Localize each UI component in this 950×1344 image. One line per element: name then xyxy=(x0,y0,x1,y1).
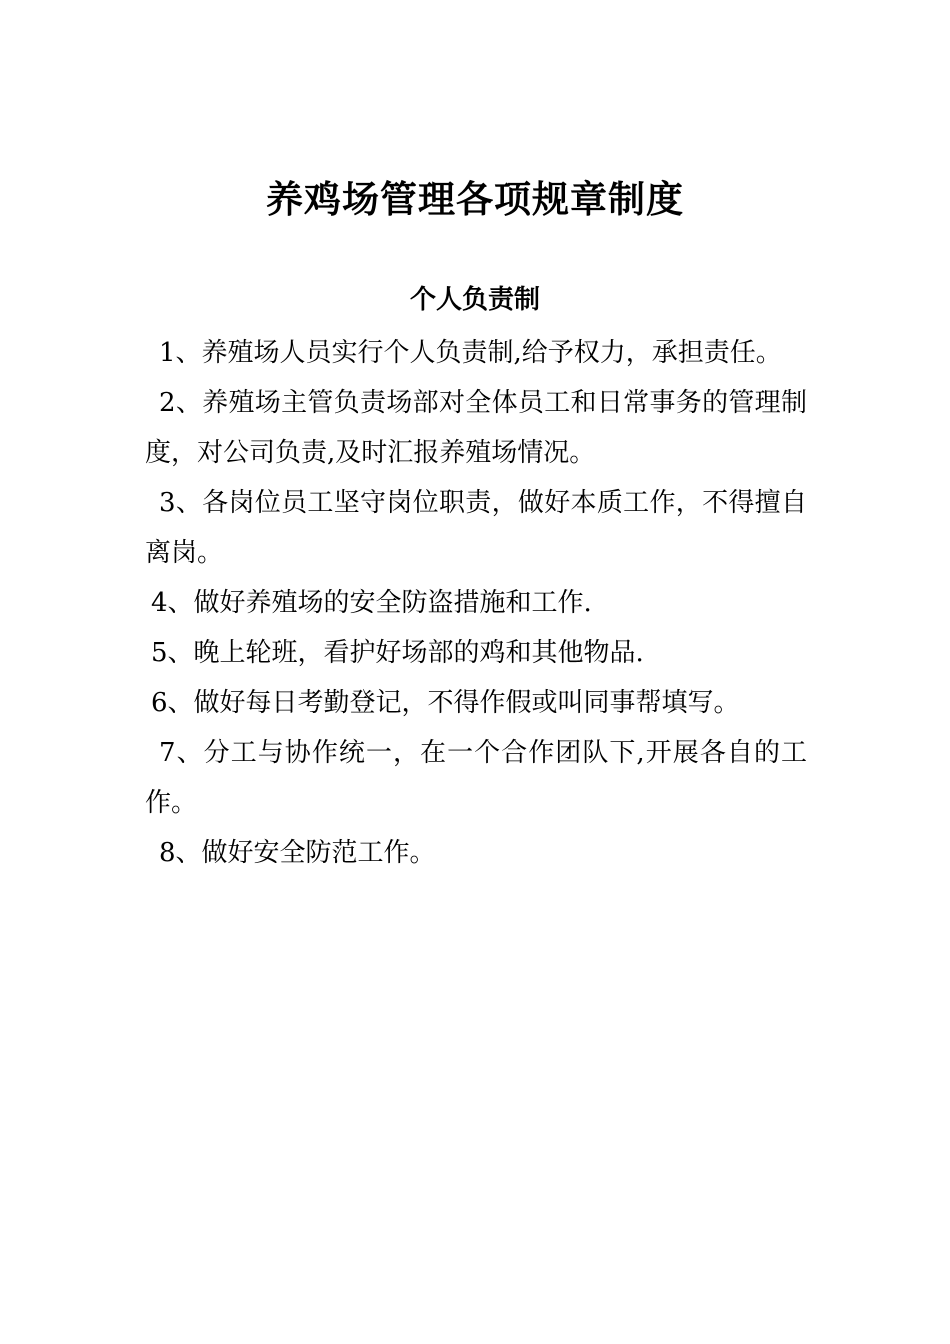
rule-item-1: 1、养殖场人员实行个人负责制,给予权力，承担责任。 xyxy=(159,338,782,368)
rule-item-2: 2、养殖场主管负责场部对全体员工和日常事务的管理制度，对公司负责,及时汇报养殖场情况。 xyxy=(145,388,807,468)
rules-list xyxy=(145,328,807,878)
rule-item-4: 4、做好养殖场的安全防盗措施和工作. xyxy=(151,588,592,618)
rule-item-5: 5、晚上轮班，看护好场部的鸡和其他物品. xyxy=(151,638,644,668)
rule-item-3: 3、各岗位员工坚守岗位职责，做好本质工作，不得擅自离岗。 xyxy=(145,488,807,568)
rule-item-7: 7、分工与协作统一，在一个合作团队下,开展各自的工作。 xyxy=(145,738,807,818)
section-title: 个人负责制 xyxy=(409,285,540,315)
rule-item-8: 8、做好安全防范工作。 xyxy=(159,838,436,868)
rule-item-6: 6、做好每日考勤登记，不得作假或叫同事帮填写。 xyxy=(151,688,740,718)
document-title: 养鸡场管理各项规章制度 xyxy=(266,177,684,221)
